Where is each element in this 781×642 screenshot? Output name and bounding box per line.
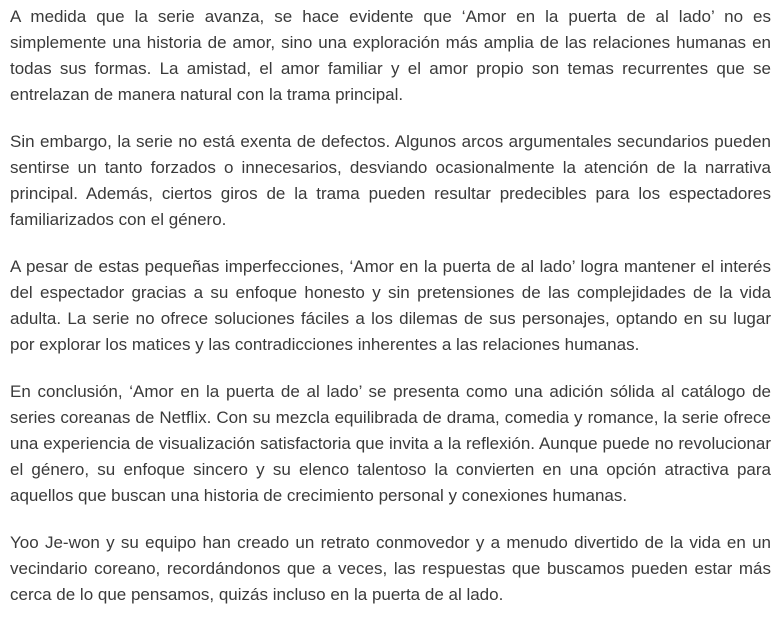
paragraph-strengths: A pesar de estas pequeñas imperfecciones, ‘Amor en la puerta de al lado’ logra mantener el interés del espectador gracias a su enfoque honesto y sin pretensiones de las complejidades de la vida adulta. La serie no ofrece soluciones fáciles a los dilemas de sus personajes, optando en su lugar por explorar los matices y las contradicciones inherentes a las relaciones humanas. <box>10 257 771 354</box>
paragraph-theme: A medida que la serie avanza, se hace evidente que ‘Amor en la puerta de al lado’ no es simplemente una historia de amor, sino una exploración más amplia de las relaciones humanas en todas sus formas. La amistad, el amor familiar y el amor propio son temas recurrentes que se entrelazan de manera natural con la trama principal. <box>10 7 771 104</box>
paragraph-conclusion: En conclusión, ‘Amor en la puerta de al lado’ se presenta como una adición sólida al catálogo de series coreanas de Netflix. Con su mezcla equilibrada de drama, comedia y romance, la serie ofrece una experiencia de visualización satisfactoria que invita a la reflexión. Aunque puede no revolucionar el género, su enfoque sincero y su elenco talentoso la convierten en una opción atractiva para aquellos que buscan una historia de crecimiento personal y conexiones humanas. <box>10 382 771 505</box>
paragraph-closing: Yoo Je-won y su equipo han creado un retrato conmovedor y a menudo divertido de la vida en un vecindario coreano, recordándonos que a veces, las respuestas que buscamos pueden estar más cerca de lo que pensamos, quizás incluso en la puerta de al lado. <box>10 533 771 604</box>
paragraph-flaws: Sin embargo, la serie no está exenta de defectos. Algunos arcos argumentales secundarios pueden sentirse un tanto forzados o innecesarios, desviando ocasionalmente la atención de la narrativa principal. Además, ciertos giros de la trama pueden resultar predecibles para los espectadores familiarizados con el género. <box>10 132 771 229</box>
